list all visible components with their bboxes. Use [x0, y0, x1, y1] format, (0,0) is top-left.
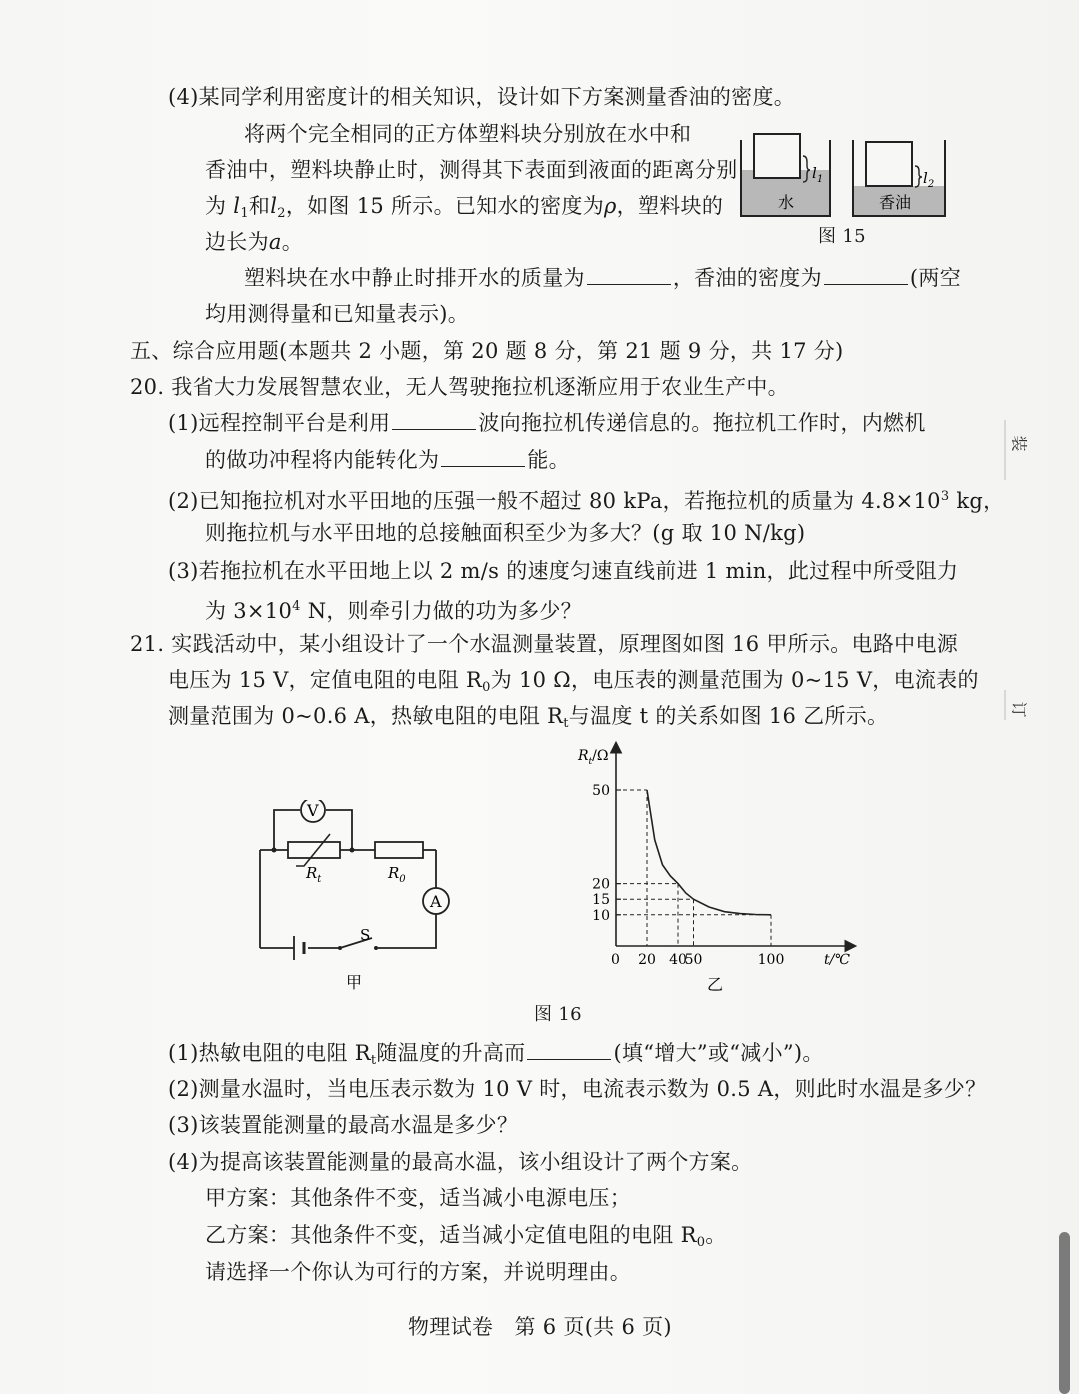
y-tick-label: 10 — [592, 907, 610, 924]
section-5-heading: 五、综合应用题(本题共 2 小题，第 20 题 8 分，第 21 题 9 分，共 17 分) — [130, 339, 844, 363]
y-tick-label: 15 — [592, 892, 610, 909]
answer-blank[interactable] — [392, 411, 476, 430]
text: kg， — [949, 489, 1005, 513]
text: 和 — [248, 194, 271, 218]
y-tick-label: 50 — [592, 783, 610, 799]
answer-blank[interactable] — [824, 266, 908, 285]
oil-beaker — [853, 140, 945, 216]
text: (两空 — [909, 266, 962, 290]
plan-a: 甲方案：其他条件不变，适当减小电源电压； — [205, 1186, 631, 1210]
x-tick-label: 100 — [757, 952, 785, 968]
answer-blank[interactable] — [441, 448, 525, 467]
figure-16-circuit — [250, 800, 465, 1000]
side-mark-ding: 订 — [1009, 701, 1029, 718]
text: ，如图 15 所示。已知水的密度为 — [285, 194, 604, 218]
circuit-wires — [260, 810, 436, 948]
subscript: 0 — [696, 1235, 706, 1250]
resistor-r0 — [375, 842, 423, 858]
ammeter-label: A — [430, 892, 442, 911]
thermistor — [288, 842, 340, 858]
subscript: 2 — [277, 206, 286, 221]
figure-16-graph — [570, 740, 870, 1000]
text: ，塑料块的 — [616, 194, 724, 218]
binding-line — [1004, 690, 1006, 720]
q20-part1-line2 — [205, 445, 570, 475]
switch-pivot — [338, 946, 342, 950]
q19-question-line2: 均用测得量和已知量表示)。 — [205, 302, 470, 326]
figure-15-caption: 图 15 — [818, 226, 866, 247]
graph-label: 乙 — [707, 975, 724, 994]
text: 乙方案：其他条件不变，适当减小定值电阻的电阻 R — [205, 1223, 697, 1247]
x-tick-label: 40 — [669, 952, 687, 968]
text: 测量范围为 0~0.6 A，热敏电阻的电阻 R — [168, 704, 564, 728]
plastic-block — [866, 142, 912, 186]
text: ，香油的密度为 — [672, 266, 822, 290]
superscript: 4 — [292, 599, 301, 614]
page-footer: 物理试卷 第 6 页(共 6 页) — [408, 1315, 672, 1339]
circuit-label: 甲 — [346, 973, 363, 992]
q21-line2 — [168, 665, 979, 703]
label-l1: $l_1$ — [812, 164, 824, 185]
brace — [915, 166, 922, 187]
symbol-l2: l — [270, 194, 278, 218]
q20-part3-line2 — [205, 592, 582, 626]
r0-label: $R_0$ — [388, 864, 406, 885]
q21-part3: (3)该装置能测量的最高水温是多少？ — [168, 1113, 519, 1137]
q20-part2-line2: 则拖拉机与水平田地的总接触面积至少为多大？(g 取 10 N/kg) — [205, 521, 806, 545]
text: 能。 — [527, 448, 570, 472]
voltmeter-label: V — [307, 801, 319, 820]
q20-part2 — [168, 482, 1004, 516]
q19-part4-intro: (4)某同学利用密度计的相关知识，设计如下方案测量香油的密度。 — [168, 85, 796, 109]
text: (填“增大”或“减小”)。 — [613, 1041, 824, 1065]
side-mark-zhuang: 装 — [1009, 435, 1029, 452]
switch-contact — [374, 946, 378, 950]
choose-plan-prompt: 请选择一个你认为可行的方案，并说明理由。 — [205, 1260, 631, 1284]
text: 电压为 15 V，定值电阻的电阻 R — [168, 668, 483, 692]
text: (1)远程控制平台是利用 — [168, 411, 391, 435]
text: 。 — [705, 1223, 727, 1247]
text: 的做功冲程将内能转化为 — [205, 448, 440, 472]
water-label: 水 — [778, 193, 795, 212]
text: 塑料块在水中静止时排开水的质量为 — [244, 266, 585, 290]
x-tick-label: 20 — [638, 952, 656, 968]
text: 为 10 Ω，电压表的测量范围为 0~15 V，电流表的 — [490, 668, 979, 692]
symbol-rho: ρ — [604, 194, 617, 218]
q20-stem: 20. 我省大力发展智慧农业，无人驾驶拖拉机逐渐应用于农业生产中。 — [130, 375, 789, 399]
text: 波向拖拉机传递信息的。拖拉机工作时，内燃机 — [478, 411, 926, 435]
junction — [272, 848, 277, 853]
q21-part2: (2)测量水温时，当电压表示数为 10 V 时，电流表示数为 0.5 A，则此时水温是多少？ — [168, 1077, 987, 1101]
q21-part1 — [168, 1038, 824, 1076]
q19-text-line3 — [205, 191, 723, 229]
text: (2)已知拖拉机对水平田地的压强一般不超过 80 kPa，若拖拉机的质量为 4.8×10 — [168, 489, 941, 513]
binding-line — [1004, 420, 1006, 480]
plastic-block — [754, 134, 800, 178]
y-axis-label: $R_t/\Omega$ — [578, 748, 609, 767]
text: 。 — [281, 230, 304, 254]
x-tick-label: 50 — [684, 952, 703, 968]
subscript: 0 — [482, 680, 491, 695]
text: 为 — [205, 194, 227, 218]
origin-label: 0 — [611, 952, 620, 968]
switch-label: S — [360, 926, 371, 944]
text: 边长为 — [205, 230, 269, 254]
subscript: 1 — [240, 206, 249, 221]
text: 与温度 t 的关系如图 16 乙所示。 — [568, 704, 889, 728]
subscript: t — [370, 1053, 377, 1068]
symbol-l1: l — [233, 194, 241, 218]
q21-line3 — [168, 701, 888, 739]
scrollbar-thumb[interactable] — [1059, 1232, 1070, 1394]
q21-stem: 21. 实践活动中，某小组设计了一个水温测量装置，原理图如图 16 甲所示。电路中电源 — [130, 632, 959, 656]
thermistor-label: $R_t$ — [306, 864, 322, 885]
figure-16-caption: 图 16 — [534, 1004, 582, 1025]
subscript: t — [563, 716, 569, 731]
answer-blank[interactable] — [587, 266, 671, 285]
plan-b — [205, 1220, 727, 1258]
water-beaker — [741, 134, 830, 216]
q19-text-line1: 将两个完全相同的正方体塑料块分别放在水中和 — [244, 122, 692, 146]
q19-text-line4 — [205, 227, 303, 257]
oil-label: 香油 — [879, 193, 912, 212]
text: 随温度的升高而 — [376, 1041, 526, 1065]
symbol-a: a — [268, 230, 282, 254]
answer-blank[interactable] — [527, 1041, 611, 1060]
text: (1)热敏电阻的电阻 R — [168, 1041, 371, 1065]
q20-part1 — [168, 408, 926, 438]
rt-curve — [647, 790, 771, 915]
x-axis-label: t/℃ — [824, 952, 851, 968]
junction — [350, 848, 355, 853]
y-tick-label: 20 — [592, 876, 610, 893]
q19-question-line — [244, 263, 961, 293]
superscript: 3 — [940, 489, 950, 504]
text: N，则牵引力做的功为多少？ — [300, 599, 582, 623]
text: 为 3×10 — [205, 599, 293, 623]
q19-text-line2: 香油中，塑料块静止时，测得其下表面到液面的距离分别 — [205, 158, 738, 182]
label-l2: $l_2$ — [923, 169, 935, 190]
q20-part3: (3)若拖拉机在水平田地上以 2 m/s 的速度匀速直线前进 1 min，此过程中所受阻力 — [168, 559, 959, 583]
q21-part4: (4)为提高该装置能测量的最高水温，该小组设计了两个方案。 — [168, 1150, 753, 1174]
